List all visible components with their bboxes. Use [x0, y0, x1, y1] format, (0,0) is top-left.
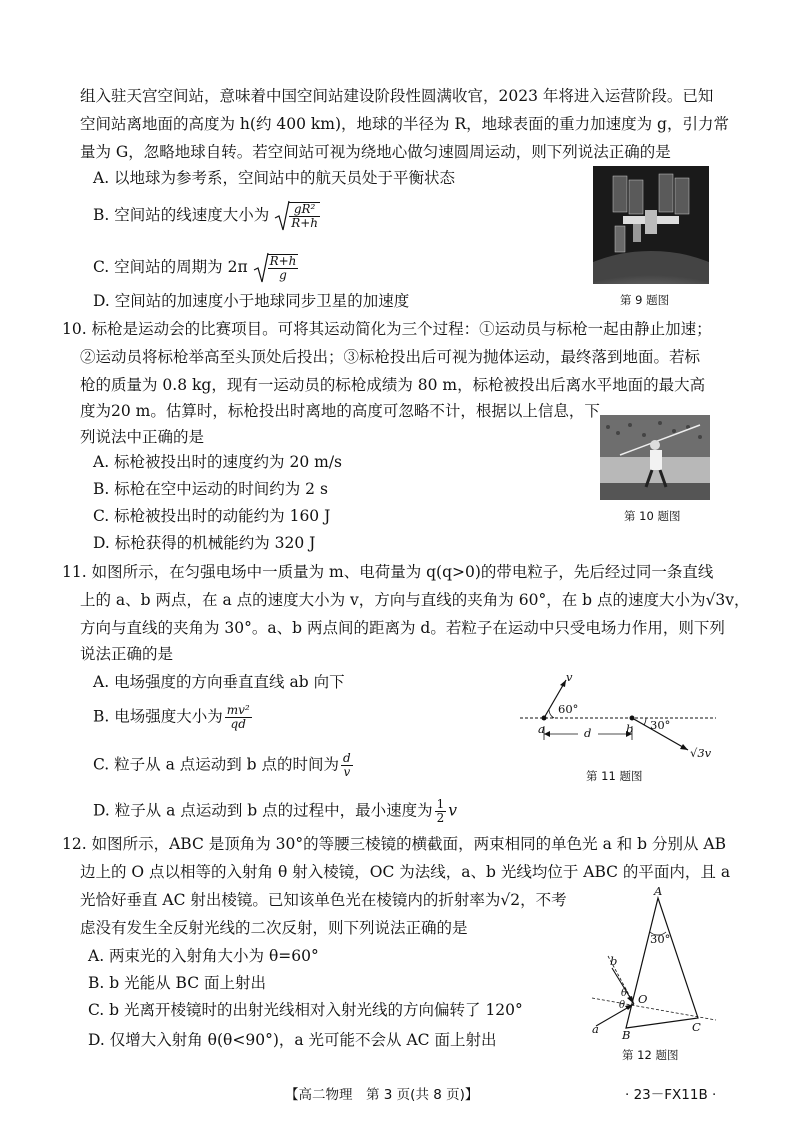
q11-line-4: 说法正确的是: [80, 645, 174, 663]
intro-line-3: 量为 G，忽略地球自转。若空间站可视为绕地心做匀速圆周运动，则下列说法正确的是: [80, 143, 671, 161]
fig-label-a: a: [538, 722, 545, 736]
q10-line-3: 枪的质量为 0.8 kg，现有一运动员的标枪成绩为 80 m，标枪被投出后离水平地面的最大高: [80, 376, 706, 394]
intro-line-1: 组入驻天宫空间站，意味着中国空间站建设阶段性圆满收官，2023 年将进入运营阶段。已知: [80, 87, 714, 105]
frac-num: R+h: [269, 254, 297, 268]
q11-option-b: [93, 704, 254, 731]
q12-figure: [588, 886, 718, 1046]
q11-option-a: A. 电场强度的方向垂直直线 ab 向下: [93, 673, 345, 691]
q9-option-c-text: C. 空间站的周期为 2π: [93, 258, 248, 276]
q10-line-1: 10. 标枪是运动会的比赛项目。可将其运动简化为三个过程：①运动员与标枪一起由静止加速；: [62, 320, 712, 338]
q12-figure-caption: 第 12 题图: [622, 1048, 679, 1062]
q10-line-4: 度为20 m。估算时，标枪投出时离地的高度可忽略不计，根据以上信息，下: [80, 402, 600, 420]
q9-option-c: [93, 252, 300, 284]
space-station-image: [593, 166, 709, 284]
q11-figure-caption: 第 11 题图: [586, 769, 643, 783]
q11-option-b-text: B. 电场强度大小为: [93, 707, 223, 726]
q10-option-c: C. 标枪被投出时的动能约为 160 J: [93, 507, 331, 525]
sqrt3: √3: [705, 591, 726, 609]
q11-line-2-tail: v，: [725, 591, 750, 609]
fig-label-A: A: [654, 884, 663, 898]
q10-option-d: D. 标枪获得的机械能约为 320 J: [93, 534, 316, 552]
fig-label-O: O: [638, 992, 648, 1006]
page-footer-code: · 23－FX11B ·: [625, 1087, 717, 1103]
q10-line-5: 列说法中正确的是: [80, 428, 205, 446]
q12-option-d: D. 仅增大入射角 θ(θ<90°)，a 光可能不会从 AC 面上射出: [88, 1031, 497, 1049]
q11-option-d: [93, 798, 457, 825]
page-footer-center: 【高二物理 第 3 页(共 8 页)】: [285, 1087, 479, 1103]
q12-option-c: C. b 光离开棱镜时的出射光线相对入射光线的方向偏转了 120°: [88, 1001, 523, 1019]
q11-line-3: 方向与直线的夹角为 30°。a、b 两点间的距离为 d。若粒子在运动中只受电场力作用，则下列: [80, 619, 725, 637]
frac-den: v: [343, 765, 351, 779]
sqrt-symbol: [253, 252, 301, 284]
fig-label-60: 60°: [558, 702, 579, 716]
frac-num: d: [343, 751, 351, 765]
q12-line-4: 虑没有发生全反射光线的二次反射，则下列说法正确的是: [80, 919, 468, 937]
q11-figure: [518, 668, 718, 763]
sqrt2: √2: [500, 891, 521, 909]
fig-label-theta-1: θ: [621, 988, 628, 999]
sqrt-symbol: [274, 200, 322, 232]
fig-label-v3: √3v: [690, 746, 712, 760]
frac-num: mv²: [226, 703, 250, 717]
fig-label-d: d: [584, 726, 592, 740]
q9-option-b-text: B. 空间站的线速度大小为: [93, 206, 270, 224]
frac-num: 1: [436, 797, 445, 811]
q11-option-c-text: C. 粒子从 a 点运动到 b 点的时间为: [93, 755, 340, 774]
q11-option-c: [93, 752, 355, 779]
q11-option-d-tail: v: [448, 801, 458, 820]
q10-option-b: B. 标枪在空中运动的时间约为 2 s: [93, 480, 328, 498]
q10-option-a: A. 标枪被投出时的速度约为 20 m/s: [93, 453, 342, 471]
fig-label-b: b: [626, 722, 634, 736]
q12-line-2: 边上的 O 点以相等的入射角 θ 射入棱镜，OC 为法线，a、b 光线均位于 ABC 的平面内，且 a: [80, 863, 731, 881]
q9-figure-caption: 第 9 题图: [620, 293, 670, 307]
fig-label-angle: 30°: [650, 932, 671, 946]
q12-option-a: A. 两束光的入射角大小为 θ=60°: [88, 947, 319, 965]
frac-den: qd: [230, 717, 246, 731]
q12-line-3-tail: ，不考: [520, 891, 567, 909]
fig-label-C: C: [692, 1020, 701, 1034]
frac-num: gR²: [289, 203, 320, 217]
javelin-image: [600, 415, 710, 500]
q10-line-2: ②运动员将标枪举高至头顶处后投出；③标枪投出后可视为抛体运动，最终落到地面。若标: [80, 348, 701, 366]
q10-figure-caption: 第 10 题图: [624, 509, 681, 523]
fig-label-v: v: [566, 670, 573, 684]
q9-option-d: D. 空间站的加速度小于地球同步卫星的加速度: [93, 292, 410, 310]
fig-label-30: 30°: [650, 718, 671, 732]
fig-label-theta-2: θ: [619, 1000, 626, 1011]
frac-den: 2: [436, 811, 445, 825]
q9-option-a: A. 以地球为参考系，空间站中的航天员处于平衡状态: [93, 169, 456, 187]
q12-line-1: 12. 如图所示，ABC 是顶角为 30°的等腰三棱镜的横截面，两束相同的单色光 a 和 b 分别从 AB: [62, 835, 727, 853]
q12-line-3: [80, 890, 567, 910]
q11-option-d-text: D. 粒子从 a 点运动到 b 点的过程中，最小速度为: [93, 801, 433, 820]
q11-line-1: 11. 如图所示，在匀强电场中一质量为 m、电荷量为 q(q>0)的带电粒子，先后经过同一条直线: [62, 563, 714, 581]
q9-option-b: [93, 200, 322, 232]
q12-option-b: B. b 光能从 BC 面上射出: [88, 974, 266, 992]
fig-label-a: a: [592, 1022, 599, 1036]
frac-den: g: [279, 268, 287, 282]
fig-label-B: B: [622, 1028, 631, 1042]
fig-label-b: b: [610, 954, 618, 968]
frac-den: R+h: [291, 216, 319, 230]
q11-line-2: [80, 590, 750, 610]
q12-line-3-text: 光恰好垂直 AC 射出棱镜。已知该单色光在棱镜内的折射率为: [80, 891, 501, 909]
q11-line-2-text: 上的 a、b 两点，在 a 点的速度大小为 v，方向与直线的夹角为 60°，在 b 点的速度大小为: [80, 591, 706, 609]
intro-line-2: 空间站离地面的高度为 h(约 400 km)，地球的半径为 R，地球表面的重力加速度为 g，引力常: [80, 115, 729, 133]
